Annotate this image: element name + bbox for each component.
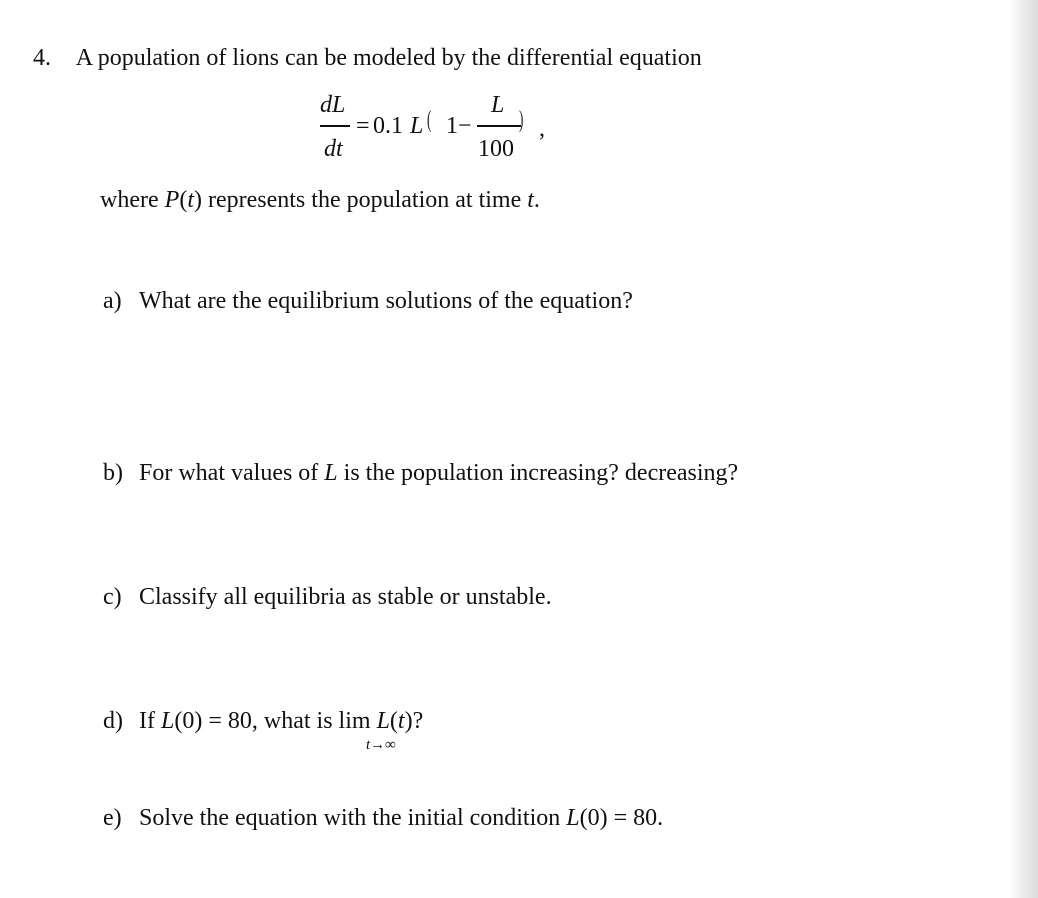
question-d	[103, 707, 423, 735]
question-d-limit-subscript: t→∞	[366, 737, 396, 753]
question-d-cond-func: L	[160, 708, 175, 734]
question-b	[103, 459, 738, 487]
question-d-pre: If	[139, 708, 161, 734]
where-arg: t	[187, 187, 194, 213]
eq-lhs-denominator: dt	[324, 136, 343, 162]
eq-paren-close: )	[519, 107, 524, 133]
question-e-end: .	[657, 805, 664, 831]
question-e-label: e)	[103, 805, 122, 831]
question-d-mid: , what is	[251, 708, 339, 734]
problem-intro: A population of lions can be modeled by the differential equation	[75, 45, 702, 71]
where-var: t	[527, 187, 534, 213]
question-e-cond-arg: (0) = 80	[579, 805, 658, 831]
question-e	[103, 804, 663, 832]
where-arg-close: )	[193, 187, 202, 213]
problem-number: 4.	[33, 45, 51, 71]
question-c-label: c)	[103, 584, 122, 610]
question-d-lim-arg-open: (	[389, 708, 398, 734]
question-b-post: is the population increasing? decreasing?	[337, 460, 739, 486]
page-edge-shadow	[1010, 0, 1038, 898]
question-d-cond-arg: (0) = 80	[174, 708, 252, 734]
question-e-cond-func: L	[566, 805, 580, 831]
question-d-lim-arg: t	[397, 708, 405, 734]
where-statement	[100, 186, 540, 214]
question-a-text: What are the equilibrium solutions of the equation?	[139, 288, 633, 314]
question-c	[103, 583, 552, 611]
question-a-label: a)	[103, 288, 122, 314]
eq-lhs-fraction-bar	[320, 125, 350, 127]
question-b-pre: For what values of	[139, 460, 325, 486]
where-func: P	[164, 187, 180, 213]
problem-header	[33, 44, 702, 72]
eq-variable: L	[410, 113, 424, 139]
eq-equals: =	[356, 113, 370, 139]
eq-trailing-comma: ,	[539, 116, 545, 142]
question-d-end: ?	[412, 708, 424, 734]
eq-lhs-numerator: dL	[320, 92, 346, 118]
question-d-lim-word: lim	[338, 708, 371, 734]
where-end: .	[533, 187, 540, 213]
question-d-label: d)	[103, 708, 123, 734]
eq-inner-numerator: L	[491, 92, 505, 118]
question-c-text: Classify all equilibria as stable or unstable.	[139, 584, 552, 610]
eq-inner-denominator: 100	[478, 136, 514, 162]
eq-inner-fraction-bar	[477, 125, 521, 127]
question-b-var: L	[324, 460, 338, 486]
eq-one-minus: 1−	[446, 113, 472, 139]
question-a	[103, 287, 633, 315]
eq-paren-open: (	[427, 107, 432, 133]
where-middle: represents the population at time	[201, 187, 528, 213]
where-prefix: where	[100, 187, 165, 213]
differential-equation	[320, 92, 580, 172]
question-b-label: b)	[103, 460, 123, 486]
question-d-lim-arg-close: )	[404, 708, 413, 734]
where-arg-open: (	[179, 187, 188, 213]
eq-coefficient: 0.1	[373, 113, 403, 139]
question-d-lim-func: L	[376, 708, 390, 734]
question-e-pre: Solve the equation with the initial condition	[139, 805, 567, 831]
